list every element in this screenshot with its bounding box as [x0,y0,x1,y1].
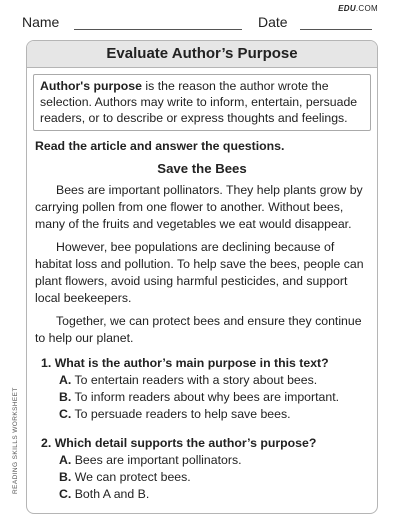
answer-option[interactable] [27,372,377,389]
answer-option[interactable] [27,469,377,486]
option-text: To inform readers about why bees are important. [74,390,340,404]
question-prompt: What is the author’s main purpose in this text? [54,356,329,370]
question-list [27,355,377,503]
option-letter: B. [59,470,72,484]
question-2 [27,435,377,503]
answer-option[interactable] [27,389,377,406]
answer-option[interactable] [27,486,377,503]
question-text [27,355,377,372]
side-label: READING SKILLS WORKSHEET [12,387,19,494]
definition-text: is the reason the author wrote the selection. Authors may write to inform, entertain, persuade readers, or to describe or express thoughts and feelings. [40,79,358,125]
question-number: 1. [41,356,52,370]
option-letter: A. [59,373,72,387]
answer-option[interactable] [27,406,377,423]
option-letter: C. [59,407,72,421]
answer-option[interactable] [27,452,377,469]
option-text: To entertain readers with a story about bees. [74,373,318,387]
question-prompt: Which detail supports the author’s purpose? [54,436,317,450]
article-paragraph: Bees are important pollinators. They help plants grow by carrying pollen from one flower to another. Without bees, many of the fruits and vegetables we eat would disappear. [35,183,363,231]
option-letter: A. [59,453,72,467]
brand-logo-bold: EDU [338,4,356,13]
name-label: Name [22,14,60,30]
worksheet-panel [26,40,378,514]
option-text: We can protect bees. [74,470,191,484]
question-text [27,435,377,452]
question-number: 2. [41,436,52,450]
option-text: To persuade readers to help save bees. [74,407,291,421]
definition-box [33,74,371,131]
name-line [74,29,242,30]
date-label: Date [258,14,288,30]
worksheet-header [0,0,400,40]
option-letter: B. [59,390,72,404]
article-body [27,182,377,347]
question-1 [27,355,377,423]
article-paragraph: Together, we can protect bees and ensure they continue to help our planet. [35,314,362,345]
option-text: Bees are important pollinators. [74,453,242,467]
option-letter: C. [59,487,72,501]
date-line [300,29,372,30]
article-title: Save the Bees [157,161,247,176]
option-text: Both A and B. [74,487,150,501]
article-paragraph: However, bee populations are declining because of habitat loss and pollution. To help save the bees, people can plant flowers, avoid using harmful pesticides, and support local beekeepers. [35,240,364,305]
worksheet-title: Evaluate Author’s Purpose [27,41,377,68]
brand-logo [338,4,378,13]
instructions: Read the article and answer the questions. [35,139,285,153]
brand-logo-suffix: .COM [355,4,378,13]
definition-term: Author's purpose [40,79,142,93]
